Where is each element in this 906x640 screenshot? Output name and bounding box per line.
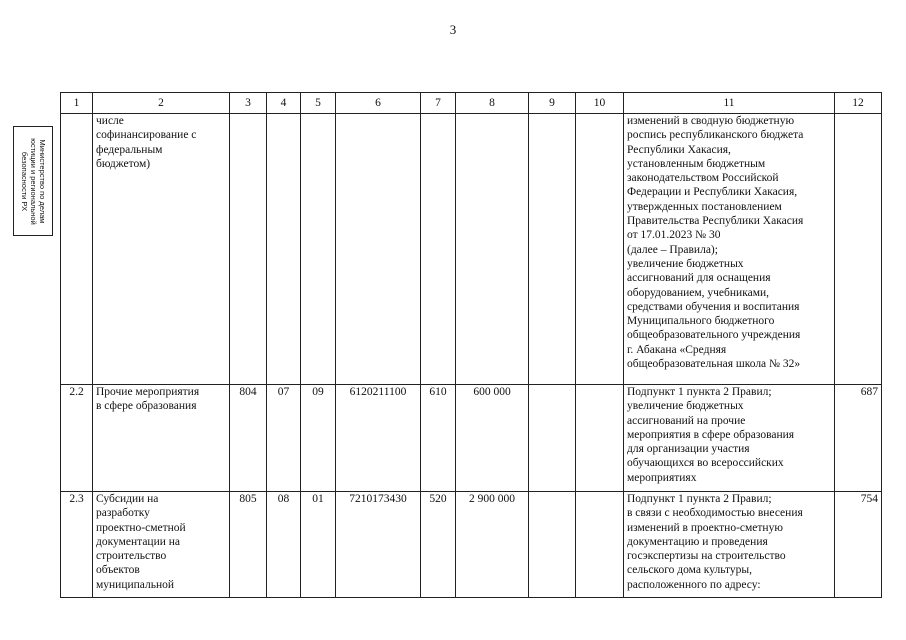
stamp-line-1: Министерство по делам [37, 139, 47, 223]
row-col9 [529, 492, 576, 598]
column-header-3: 3 [230, 93, 267, 114]
column-header-11: 11 [624, 93, 835, 114]
row-code-ministry [230, 114, 267, 385]
row-amount: 600 000 [456, 385, 529, 492]
row-expense-type: 610 [421, 385, 456, 492]
row-code-ministry: 804 [230, 385, 267, 492]
column-header-1: 1 [61, 93, 93, 114]
row-name: Прочие мероприятия в сфере образования [93, 385, 230, 492]
row-number: 2.3 [61, 492, 93, 598]
column-header-2: 2 [93, 93, 230, 114]
row-amount: 2 900 000 [456, 492, 529, 598]
row-col10 [576, 385, 624, 492]
stamp-line-2: юстиции и региональной [28, 137, 38, 225]
column-header-12: 12 [835, 93, 882, 114]
row-code-subsection: 01 [301, 492, 336, 598]
row-col10 [576, 492, 624, 598]
row-number: 2.2 [61, 385, 93, 492]
row-reference [835, 114, 882, 385]
row-justification: Подпункт 1 пункта 2 Правил; в связи с необходимостью внесения изменений в проектно-сметную документацию и проведения госэкспертизы на строительство сельского дома культуры, расположенного по адресу: [624, 492, 835, 598]
row-col9 [529, 114, 576, 385]
stamp-text [20, 138, 47, 225]
ministry-stamp [13, 126, 53, 236]
header-row [61, 93, 882, 114]
row-expense-type: 520 [421, 492, 456, 598]
column-header-9: 9 [529, 93, 576, 114]
row-target-article: 6120211100 [336, 385, 421, 492]
budget-table [60, 92, 882, 598]
column-header-8: 8 [456, 93, 529, 114]
row-code-section: 07 [267, 385, 301, 492]
row-justification: Подпункт 1 пункта 2 Правил; увеличение бюджетных ассигнований на прочие мероприятия в сфере образования для организации участия обучающихся во всероссийских мероприятиях [624, 385, 835, 492]
row-number [61, 114, 93, 385]
row-code-section [267, 114, 301, 385]
row-target-article: 7210173430 [336, 492, 421, 598]
column-header-7: 7 [421, 93, 456, 114]
row-target-article [336, 114, 421, 385]
column-header-6: 6 [336, 93, 421, 114]
row-name: числе софинансирование с федеральным бюджетом) [93, 114, 230, 385]
row-col10 [576, 114, 624, 385]
table-row [61, 492, 882, 598]
stamp-line-3: безопасности РХ [19, 151, 29, 211]
row-expense-type [421, 114, 456, 385]
row-justification: изменений в сводную бюджетную роспись республиканского бюджета Республики Хакасия, установленным бюджетным законодательством Российской Федерации и Республики Хакасия, утвержденных постановлением Правительства Республики Хакасия от 17.01.2023 № 30 (далее – Правила); увеличение бюджетных ассигнований для оснащения оборудованием, учебниками, средствами обучения и воспитания Муниципального бюджетного общеобразовательного учреждения г. Абакана «Средняя общеобразовательная школа № 32» [624, 114, 835, 385]
table-row [61, 385, 882, 492]
column-header-10: 10 [576, 93, 624, 114]
row-code-subsection: 09 [301, 385, 336, 492]
row-code-ministry: 805 [230, 492, 267, 598]
row-code-subsection [301, 114, 336, 385]
row-name: Субсидии на разработку проектно-сметной документации на строительство объектов муниципальной [93, 492, 230, 598]
row-reference: 687 [835, 385, 882, 492]
row-reference: 754 [835, 492, 882, 598]
page-number: 3 [449, 22, 457, 37]
table-row [61, 114, 882, 385]
column-header-5: 5 [301, 93, 336, 114]
column-header-4: 4 [267, 93, 301, 114]
row-amount [456, 114, 529, 385]
row-code-section: 08 [267, 492, 301, 598]
row-col9 [529, 385, 576, 492]
